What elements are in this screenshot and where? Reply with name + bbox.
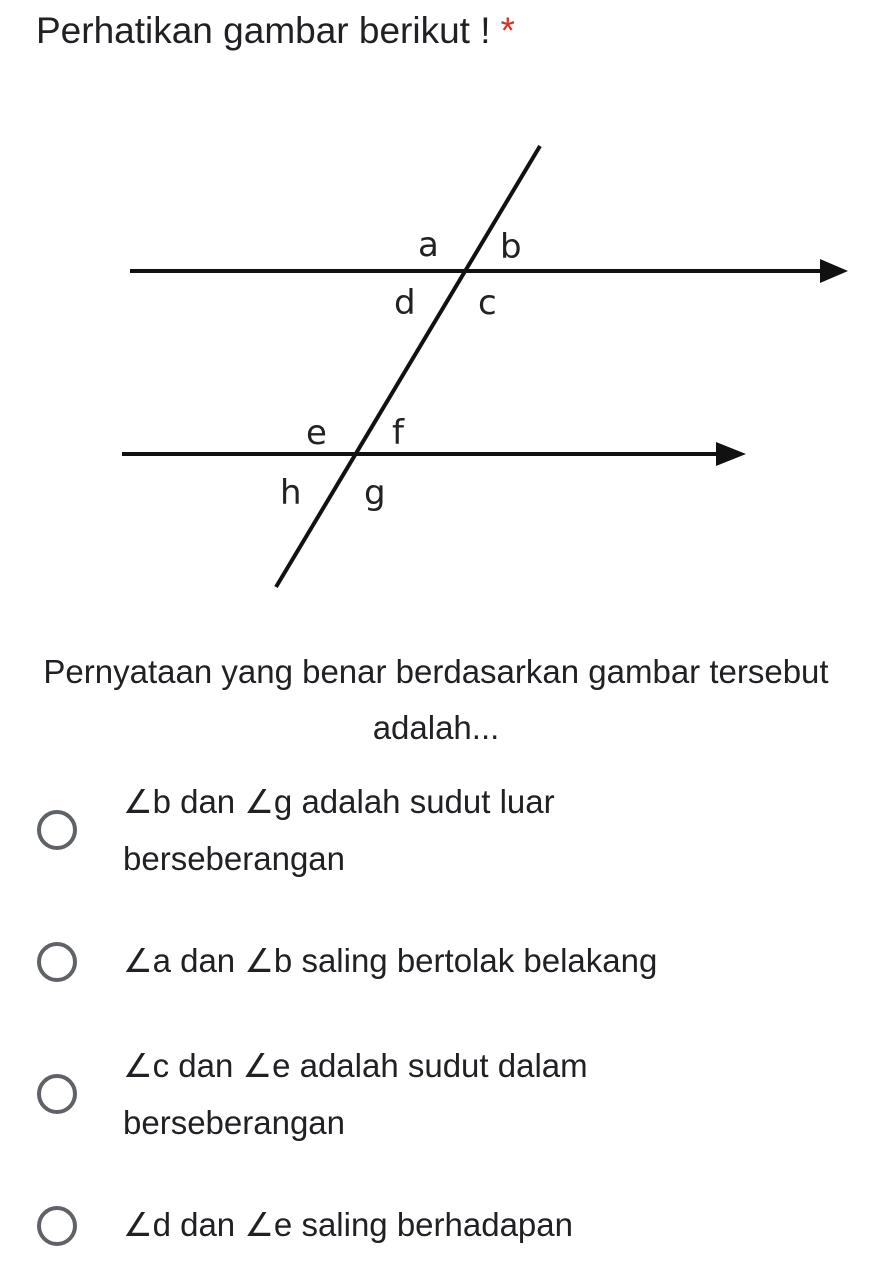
radio-button-1[interactable] xyxy=(37,810,77,850)
parallel-lines-diagram xyxy=(0,130,872,600)
required-star: * xyxy=(500,10,515,51)
radio-button-2[interactable] xyxy=(37,942,77,982)
question-prompt: Pernyataan yang benar berdasarkan gambar tersebut adalah... xyxy=(43,653,829,746)
option-3-line1: ∠c dan ∠e adalah sudut dalam xyxy=(123,1047,588,1084)
radio-button-4[interactable] xyxy=(37,1206,77,1246)
angle-label-c: c xyxy=(478,283,497,323)
option-3[interactable] xyxy=(0,1034,872,1154)
angle-label-h: h xyxy=(280,473,302,513)
question-figure xyxy=(0,130,872,600)
angle-label-g: g xyxy=(364,473,386,513)
option-1[interactable] xyxy=(0,770,872,890)
option-4-text xyxy=(123,1196,823,1253)
lower-arrowhead xyxy=(716,442,746,466)
upper-arrowhead xyxy=(820,259,848,283)
option-2-text xyxy=(123,932,823,989)
option-1-line1: ∠b dan ∠g adalah sudut luar xyxy=(123,783,555,820)
option-3-line2: berseberangan xyxy=(123,1104,346,1141)
option-2[interactable] xyxy=(0,920,872,1000)
angle-label-d: d xyxy=(394,283,416,323)
angle-label-f: f xyxy=(392,413,404,453)
option-4[interactable] xyxy=(0,1184,872,1264)
option-1-text xyxy=(123,773,823,887)
radio-button-3[interactable] xyxy=(37,1074,77,1114)
transversal-line xyxy=(276,146,540,587)
question-title-text: Perhatikan gambar berikut ! xyxy=(36,10,491,51)
angle-label-b: b xyxy=(500,227,522,267)
option-4-line1: ∠d dan ∠e saling berhadapan xyxy=(123,1206,573,1243)
question-title xyxy=(36,6,515,56)
option-3-text xyxy=(123,1037,823,1151)
option-2-line1: ∠a dan ∠b saling bertolak belakang xyxy=(123,942,658,979)
option-1-line2: berseberangan xyxy=(123,840,346,877)
angle-label-e: e xyxy=(306,413,327,453)
angle-label-a: a xyxy=(418,225,439,265)
